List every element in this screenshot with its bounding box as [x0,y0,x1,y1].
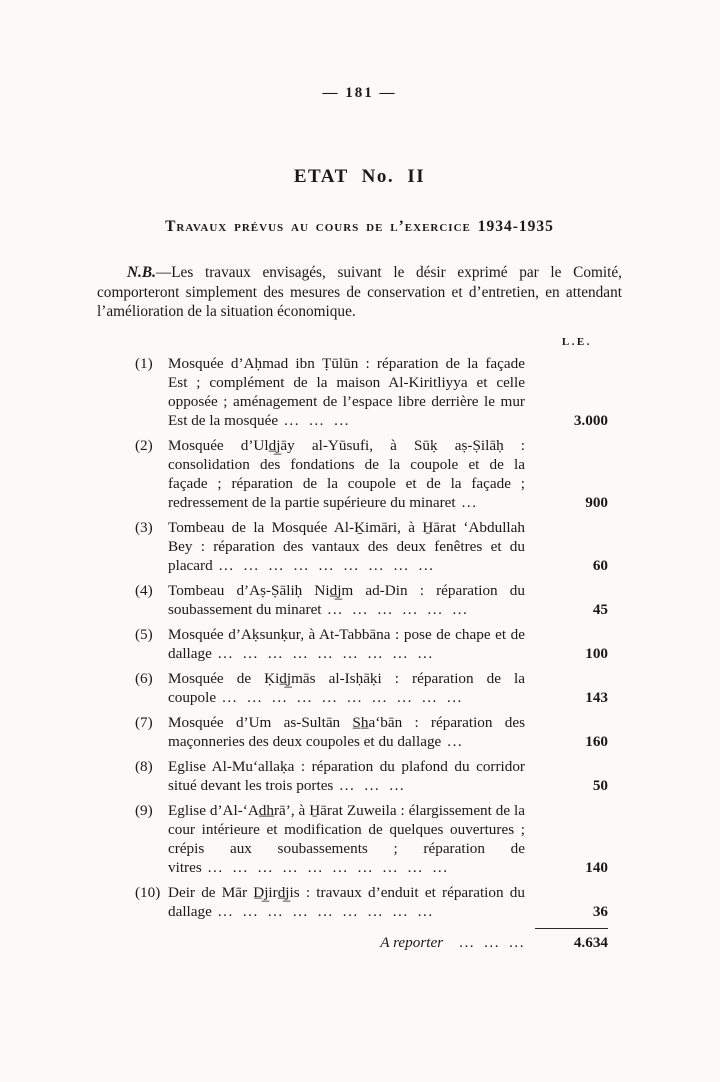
table-row [135,436,608,512]
table-row [135,801,608,877]
item-number: (2) [135,436,153,454]
total-label: A reporter [380,933,444,951]
item-number: (7) [135,713,153,731]
table-row [135,518,608,575]
dot-leader: ... ... ... ... ... ... ... ... ... [218,556,435,574]
item-description [168,354,535,430]
item-description [168,757,535,795]
page-title: ETAT No. II [293,166,426,187]
total-row-text [168,933,535,952]
item-number: (10) [135,883,161,901]
dot-leader: ... ... ... [339,776,406,794]
item-amount: 143 [585,688,608,706]
item-description-text: Mosquée d’Aḳsunḳur, à At-Tabbāna : pose de chape et de dallage [168,625,525,662]
item-description-text: Deir de Mār D̲j̲ird̲j̲is : travaux d’enduit et réparation du dallage [168,883,525,920]
total-amount: 4.634 [535,928,608,952]
item-amount: 140 [585,858,608,876]
item-description-text: Eglise Al-Mu‘allaḳa : réparation du plafond du corridor situé devant les trois portes [168,757,525,794]
item-number: (5) [135,625,153,643]
dot-leader: ... ... ... ... ... ... ... ... ... ... [222,688,463,706]
table-row [135,757,608,795]
item-amount: 3.000 [573,411,608,429]
nota-bene-text: —Les travaux envisagés, suivant le désir exprimé par le Comité, comporteront simplement des mesures de conservation et d’entretien, en attendant l’amélioration de la situation économique. [97,264,622,320]
item-description [168,801,535,877]
table-row [135,354,608,430]
item-amount: 50 [592,776,608,794]
item-number: (6) [135,669,153,687]
dot-leader: ... ... ... ... ... ... ... ... ... ... [207,858,449,876]
item-number: (3) [135,518,153,536]
table-row [135,669,608,707]
item-description [168,669,535,707]
dot-leader: ... ... ... [284,411,350,429]
item-amount: 100 [585,644,608,662]
item-description [168,518,535,575]
item-description-text: Mosquée d’Um as-Sultān S̲h̲a‘bān : réparation des maçonneries des deux coupoles et du dallage [168,713,525,750]
item-description-text: Tombeau de la Mosquée Al-Ḵimāri, à H̱ārat ‘Abdullah Bey : réparation des vantaux des deux fenêtres et du placard [168,518,525,574]
page-content [97,84,622,952]
item-amount: 160 [585,732,608,750]
dot-leader: ... ... ... ... ... ... ... ... ... [217,644,434,662]
item-description-text: Mosquée d’Aḥmad ibn Ṭūlūn : réparation de la façade Est ; complément de la maison Al-Kiritliyya et celle opposée ; aménagement de l’espace libre derrière le mur Est de la mosquée [168,354,525,429]
dot-leader: ... ... ... ... ... ... ... ... ... [217,902,434,920]
nota-bene-paragraph [97,263,622,322]
dot-leader: ... ... ... [459,933,525,951]
total-row-spacer [135,928,168,952]
item-description-text: Mosquée de Ḳid̲j̲mās al-Isḥāḳi : réparation de la coupole [168,669,525,706]
item-description-text: Tombeau d’Aṣ-Ṣāliḥ Nid̲j̲m ad-Din : réparation du soubassement du minaret [168,581,525,618]
item-number: (9) [135,801,153,819]
item-number: (4) [135,581,153,599]
currency-column-header: L.E. [561,335,592,348]
item-amount: 60 [592,556,608,574]
item-description [168,581,535,619]
item-description [168,713,535,751]
item-description [168,436,535,512]
works-table [135,336,608,952]
item-description [168,625,535,663]
table-row [135,581,608,619]
table-row [135,713,608,751]
item-description-text: Eglise d’Al-‘Ad̲h̲rā’, à H̱ārat Zuweila : élargissement de la cour intérieure et modification de quelques ouvertures ; crépis aux soubassements ; réparation de vitres [168,801,525,876]
table-row [135,625,608,663]
item-amount: 900 [585,493,608,511]
item-number: (8) [135,757,153,775]
item-description [168,883,535,921]
dot-leader: ... ... ... ... ... ... [327,600,469,618]
document-subtitle: Travaux prévus au cours de l’exercice 1934-1935 [165,218,554,235]
table-row [135,883,608,921]
item-description-text: Mosquée d’Uld̲j̲āy al-Yūsufi, à Sūḳ aṣ-Ṣilāḥ : consolidation des fondations de la coupole et de la façade ; réparation de la coupole et de la façade ; redressement de la partie supérieure du minaret [168,436,525,511]
total-row [135,928,608,952]
dot-leader: ... [461,493,478,511]
nota-bene-label: N.B. [127,264,156,281]
item-number: (1) [135,354,153,372]
item-amount: 36 [592,902,608,920]
dot-leader: ... [447,732,464,750]
page-number: — 181 — [322,85,397,101]
item-amount: 45 [592,600,608,618]
works-list [135,354,608,921]
